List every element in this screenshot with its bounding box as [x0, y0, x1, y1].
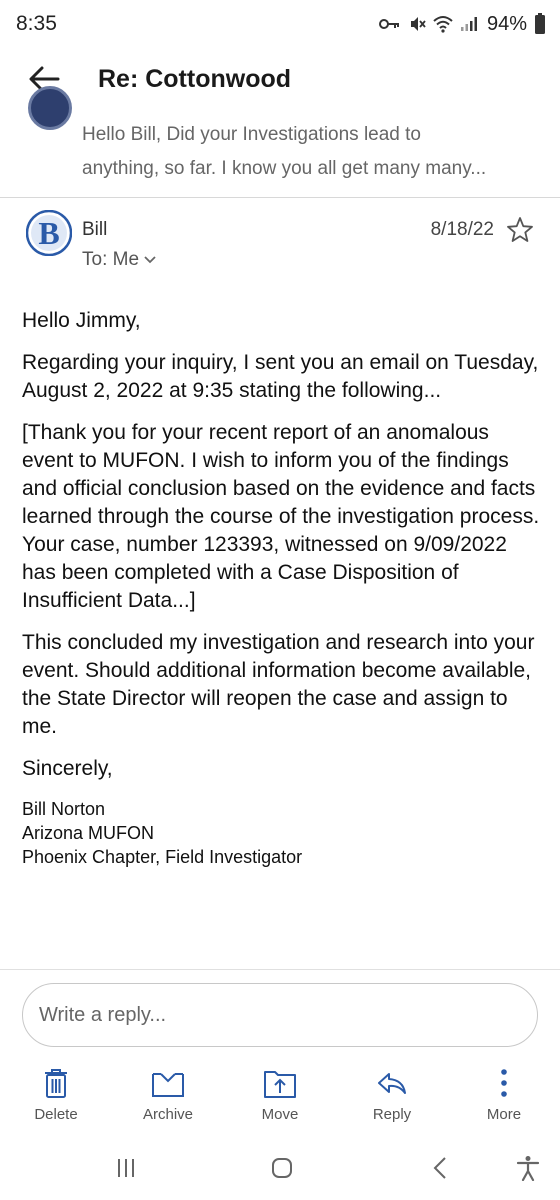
signature: [22, 797, 542, 869]
back-nav-icon: [432, 1156, 448, 1185]
key-icon: [379, 17, 401, 31]
home-button[interactable]: [262, 1152, 302, 1188]
trash-icon: [42, 1066, 70, 1100]
divider: [0, 969, 560, 970]
archive-button[interactable]: [112, 1066, 224, 1136]
more-vertical-icon: [499, 1066, 509, 1100]
reply-label: Reply: [372, 1106, 412, 1123]
message-header: [0, 198, 560, 298]
signal-icon: [460, 16, 478, 32]
collapsed-avatar: [28, 86, 72, 130]
collapsed-message[interactable]: [0, 112, 560, 198]
delete-label: Delete: [34, 1106, 78, 1123]
system-back-button[interactable]: [420, 1152, 460, 1188]
reply-icon: [376, 1066, 408, 1100]
app-bar: [0, 50, 560, 112]
recents-icon: [115, 1157, 137, 1184]
message-body: [22, 307, 542, 869]
system-nav-bar: [0, 1140, 560, 1200]
sender-name: Bill: [82, 219, 108, 240]
move-icon: [263, 1066, 297, 1100]
status-time: 8:35: [16, 12, 57, 35]
avatar[interactable]: [26, 210, 72, 256]
recents-button[interactable]: [106, 1152, 146, 1188]
accessibility-icon: [516, 1155, 540, 1186]
recipient-label: To: Me: [82, 249, 140, 270]
reply-placeholder: Write a reply...: [39, 1003, 167, 1026]
body-paragraph: Regarding your inquiry, I sent you an email on Tuesday, August 2, 2022 at 9:35 stating the following...: [22, 351, 539, 402]
archive-label: Archive: [142, 1106, 194, 1123]
star-button[interactable]: [506, 216, 534, 244]
avatar-initial: B: [38, 215, 60, 251]
accessibility-button[interactable]: [508, 1152, 548, 1188]
body-paragraph: Sincerely,: [22, 757, 113, 780]
battery-percent: 94%: [486, 12, 527, 35]
signature-line: Arizona MUFON: [22, 823, 155, 843]
collapsed-snippet: [82, 118, 528, 186]
wifi-icon: [433, 15, 453, 33]
reply-button[interactable]: [336, 1066, 448, 1136]
battery-icon: [534, 13, 546, 35]
move-label: Move: [261, 1106, 299, 1123]
more-button[interactable]: [448, 1066, 560, 1136]
snippet-line-1: Hello Bill, Did your Investigations lead to: [82, 124, 422, 145]
signature-line: Phoenix Chapter, Field Investigator: [22, 847, 303, 867]
move-button[interactable]: [224, 1066, 336, 1136]
recipient-toggle[interactable]: [82, 249, 157, 271]
status-icons: [379, 10, 546, 38]
chevron-down-icon: [143, 249, 157, 271]
body-paragraph: Hello Jimmy,: [22, 309, 141, 332]
status-bar: [0, 0, 560, 50]
star-icon: [506, 231, 534, 248]
mute-icon: [408, 15, 426, 33]
body-paragraph: [Thank you for your recent report of an anomalous event to MUFON. I wish to inform you of the findings and official conclusion based on the evidence and facts learned through the course of the investigation process. Your case, number 123393, witnessed on 9/09/2022 has been completed with a Case Disposition of Insufficient Data...]: [22, 421, 540, 612]
page-title: Re: Cottonwood: [98, 65, 292, 93]
delete-button[interactable]: [0, 1066, 112, 1136]
reply-input[interactable]: [22, 983, 538, 1047]
home-icon: [270, 1156, 294, 1185]
snippet-line-2: anything, so far. I know you all get many many...: [82, 158, 487, 179]
signature-line: Bill Norton: [22, 799, 106, 819]
action-bar: [0, 1066, 560, 1136]
message-date: 8/18/22: [430, 219, 494, 240]
archive-icon: [151, 1066, 185, 1100]
body-paragraph: This concluded my investigation and research into your event. Should additional information become available, the State Director will reopen the case and assign to me.: [22, 631, 535, 738]
more-label: More: [486, 1106, 522, 1123]
